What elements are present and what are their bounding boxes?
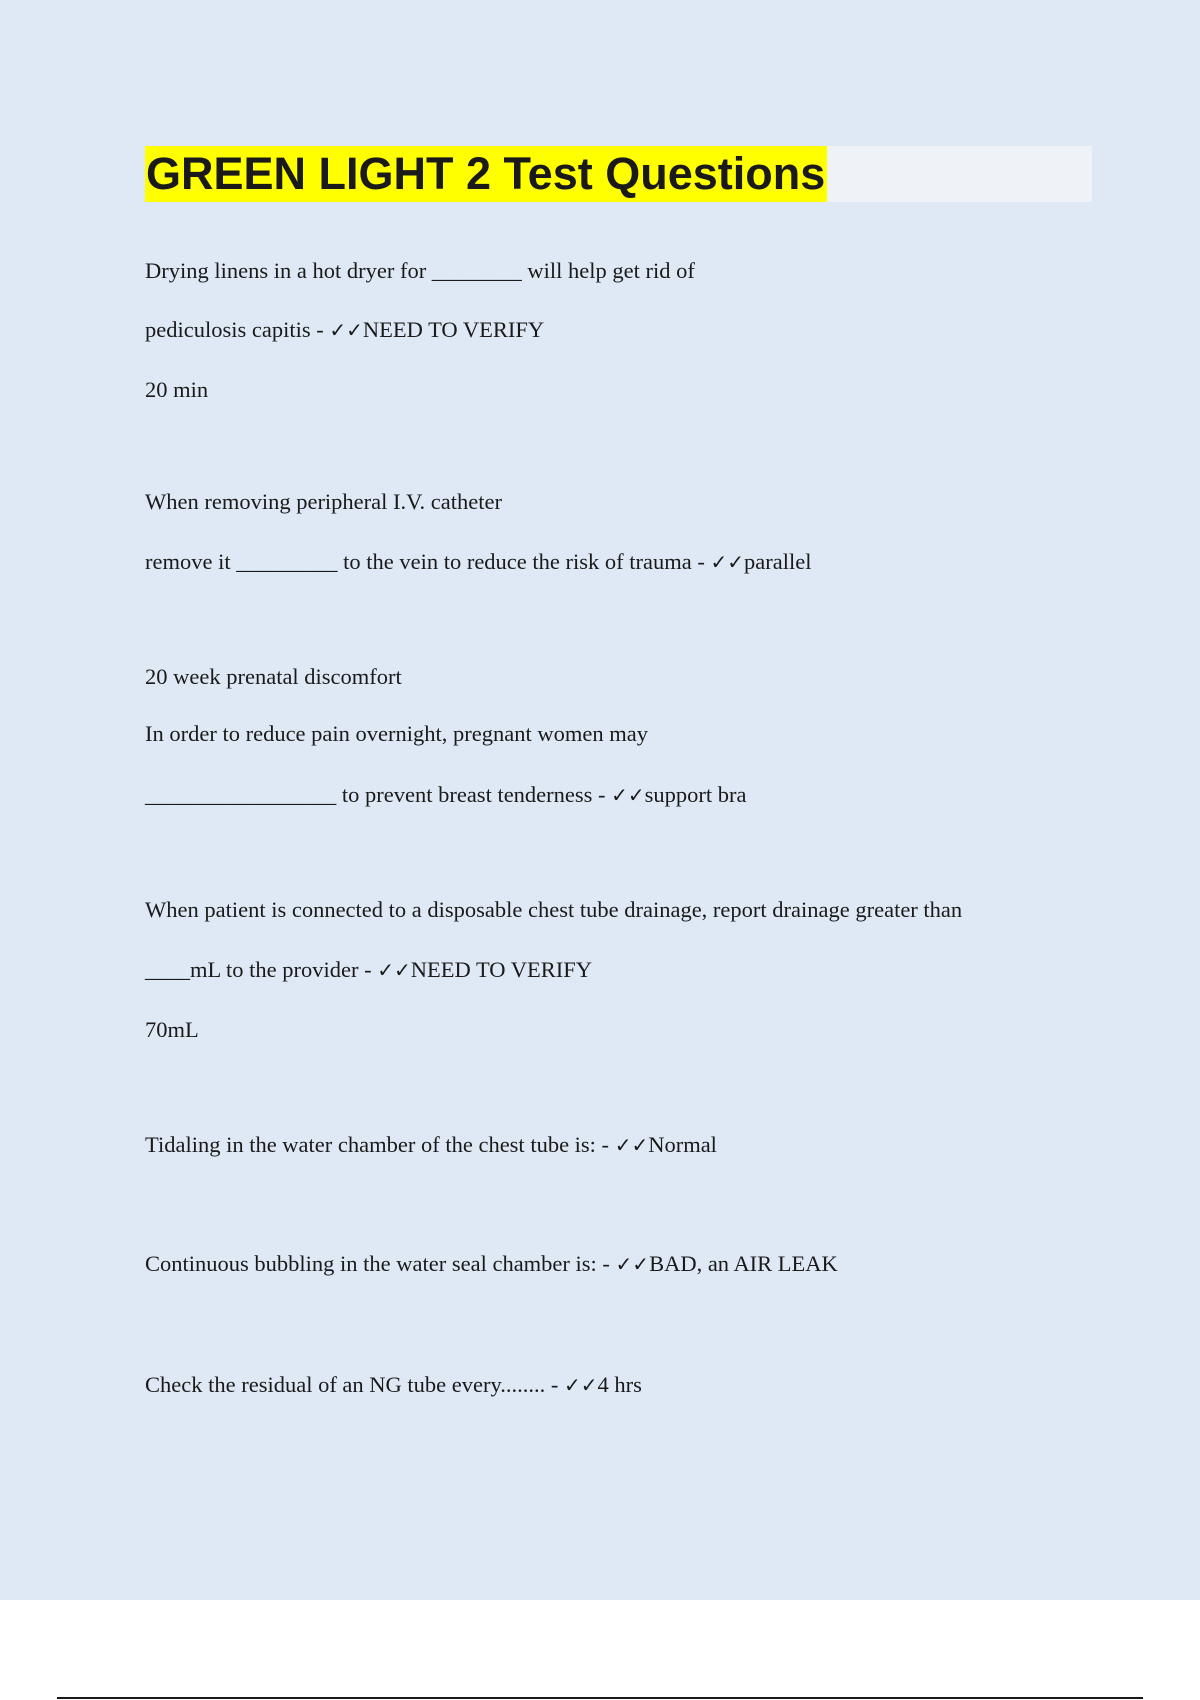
q5-line1	[145, 1131, 717, 1159]
line-text: 20 min	[145, 377, 209, 402]
q6-line1	[145, 1250, 838, 1278]
line-text: In order to reduce pain overnight, pregnant women may	[145, 721, 648, 746]
line-text: remove it _________ to the vein to reduce the risk of trauma -	[145, 549, 711, 574]
q3-line2	[145, 720, 648, 748]
page-title: GREEN LIGHT 2 Test Questions	[145, 146, 827, 202]
answer-text: support bra	[644, 782, 747, 807]
q4-line1	[145, 896, 962, 924]
double-check-icon: ✓✓	[329, 318, 363, 342]
q1-line2	[145, 316, 544, 344]
line-text: pediculosis capitis -	[145, 317, 330, 342]
answer-text: BAD, an AIR LEAK	[649, 1251, 838, 1276]
answer-text: 4 hrs	[597, 1372, 642, 1397]
double-check-icon: ✓✓	[615, 1252, 650, 1276]
double-check-icon: ✓✓	[564, 1373, 598, 1397]
double-check-icon: ✓✓	[710, 550, 744, 574]
line-text: Check the residual of an NG tube every........ -	[145, 1372, 565, 1397]
line-text: Drying linens in a hot dryer for ________ will help get rid of	[145, 258, 695, 283]
line-text: 70mL	[145, 1017, 199, 1042]
footer-rule	[57, 1697, 1143, 1699]
line-text: When removing peripheral I.V. catheter	[145, 489, 502, 514]
double-check-icon: ✓✓	[614, 1133, 649, 1157]
q2-line2	[145, 548, 811, 576]
answer-text: parallel	[743, 549, 812, 574]
q1-line1	[145, 257, 695, 285]
line-text: ____mL to the provider -	[145, 957, 378, 982]
answer-text: NEED TO VERIFY	[410, 957, 593, 982]
q3-line1	[145, 663, 402, 691]
answer-text: NEED TO VERIFY	[362, 317, 545, 342]
answer-text: Normal	[648, 1132, 717, 1157]
line-text: When patient is connected to a disposable chest tube drainage, report drainage greater than	[145, 897, 963, 922]
line-text: _________________ to prevent breast tenderness -	[145, 782, 612, 807]
line-text: Continuous bubbling in the water seal chamber is: -	[145, 1251, 616, 1276]
line-text: 20 week prenatal discomfort	[145, 664, 402, 689]
double-check-icon: ✓✓	[611, 783, 645, 807]
q2-line1	[145, 488, 502, 516]
line-text: Tidaling in the water chamber of the chest tube is: -	[145, 1132, 615, 1157]
q4-line2	[145, 956, 592, 984]
q1-line3	[145, 376, 208, 404]
q7-line1	[145, 1371, 642, 1399]
double-check-icon: ✓✓	[377, 958, 411, 982]
q3-line3	[145, 781, 747, 809]
q4-line3	[145, 1016, 199, 1044]
